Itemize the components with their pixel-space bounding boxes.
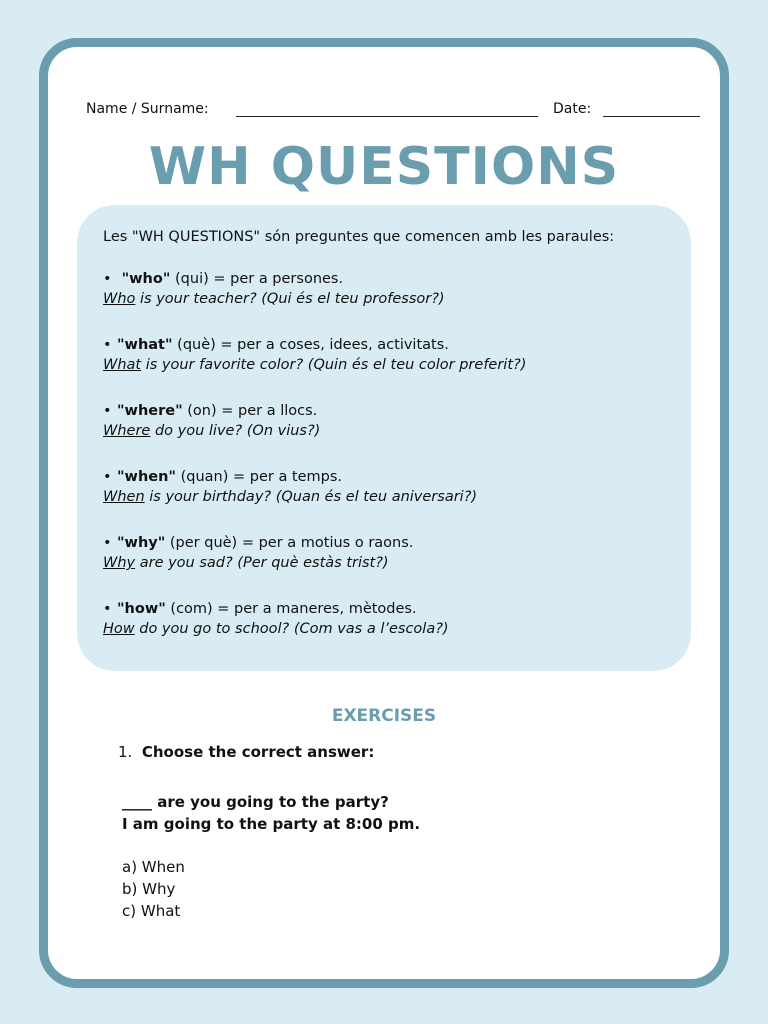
bullet-icon: • bbox=[103, 271, 112, 287]
wh-word: "what" bbox=[117, 337, 173, 353]
info-box bbox=[77, 205, 691, 671]
example-text: do you live? (On vius?) bbox=[150, 423, 321, 439]
wh-definition bbox=[103, 469, 683, 485]
example-text: are you sad? (Per què estàs trist?) bbox=[135, 555, 389, 571]
option-a[interactable]: a) When bbox=[122, 858, 185, 876]
wh-meaning: (què) = per a coses, idees, activitats. bbox=[172, 337, 449, 353]
wh-meaning: (per què) = per a motius o raons. bbox=[165, 535, 414, 551]
wh-meaning: (on) = per a llocs. bbox=[182, 403, 318, 419]
name-field[interactable] bbox=[236, 116, 538, 117]
bullet-icon: • bbox=[103, 601, 112, 617]
bullet-icon: • bbox=[103, 337, 112, 353]
exercise-question bbox=[122, 791, 420, 835]
wh-word: "how" bbox=[117, 601, 166, 617]
page-title: WH QUESTIONS bbox=[148, 137, 620, 197]
wh-example bbox=[103, 489, 683, 505]
example-word: What bbox=[103, 357, 142, 373]
wh-example bbox=[103, 555, 683, 571]
wh-definition bbox=[103, 337, 683, 353]
wh-item-how bbox=[103, 601, 683, 637]
example-text: is your favorite color? (Quin és el teu color preferit?) bbox=[141, 357, 527, 373]
instruction-text: Choose the correct answer: bbox=[141, 743, 375, 761]
wh-example bbox=[103, 291, 683, 307]
exercises-title: EXERCISES bbox=[331, 706, 437, 726]
bullet-icon: • bbox=[103, 403, 112, 419]
question-line-2: I am going to the party at 8:00 pm. bbox=[122, 815, 421, 833]
example-word: Where bbox=[103, 423, 151, 439]
bullet-icon: • bbox=[103, 469, 112, 485]
wh-meaning: (com) = per a maneres, mètodes. bbox=[165, 601, 417, 617]
wh-meaning: (quan) = per a temps. bbox=[175, 469, 343, 485]
wh-definition bbox=[103, 271, 683, 287]
wh-example bbox=[103, 423, 683, 439]
name-label: Name / Surname: bbox=[86, 101, 209, 117]
option-c[interactable]: c) What bbox=[122, 902, 181, 920]
wh-word: "when" bbox=[117, 469, 176, 485]
example-word: When bbox=[103, 489, 145, 505]
question-line-1: ____ are you going to the party? bbox=[122, 793, 389, 811]
wh-item-why bbox=[103, 535, 683, 571]
header-row bbox=[86, 101, 700, 121]
date-field[interactable] bbox=[603, 116, 700, 117]
wh-word: "who" bbox=[121, 271, 171, 287]
wh-item-who bbox=[103, 271, 683, 307]
wh-definition bbox=[103, 601, 683, 617]
example-text: is your birthday? (Quan és el teu aniversari?) bbox=[144, 489, 478, 505]
example-word: How bbox=[103, 621, 135, 637]
exercise-number: 1. bbox=[118, 743, 133, 761]
wh-word: "where" bbox=[117, 403, 183, 419]
wh-item-what bbox=[103, 337, 683, 373]
wh-word: "why" bbox=[117, 535, 166, 551]
wh-definition bbox=[103, 403, 683, 419]
wh-example bbox=[103, 357, 683, 373]
example-text: do you go to school? (Com vas a l’escola?) bbox=[134, 621, 449, 637]
wh-item-when bbox=[103, 469, 683, 505]
example-word: Who bbox=[103, 291, 136, 307]
exercise-instruction bbox=[118, 743, 374, 761]
bullet-icon: • bbox=[103, 535, 112, 551]
date-label: Date: bbox=[553, 101, 592, 117]
wh-definition bbox=[103, 535, 683, 551]
answer-options bbox=[122, 856, 185, 922]
example-word: Why bbox=[103, 555, 136, 571]
wh-example bbox=[103, 621, 683, 637]
wh-meaning: (qui) = per a persones. bbox=[170, 271, 344, 287]
wh-item-where bbox=[103, 403, 683, 439]
option-b[interactable]: b) Why bbox=[122, 880, 176, 898]
intro-text: Les "WH QUESTIONS" són preguntes que comencen amb les paraules: bbox=[103, 229, 615, 245]
example-text: is your teacher? (Qui és el teu professor?) bbox=[135, 291, 445, 307]
worksheet-card bbox=[39, 38, 729, 988]
